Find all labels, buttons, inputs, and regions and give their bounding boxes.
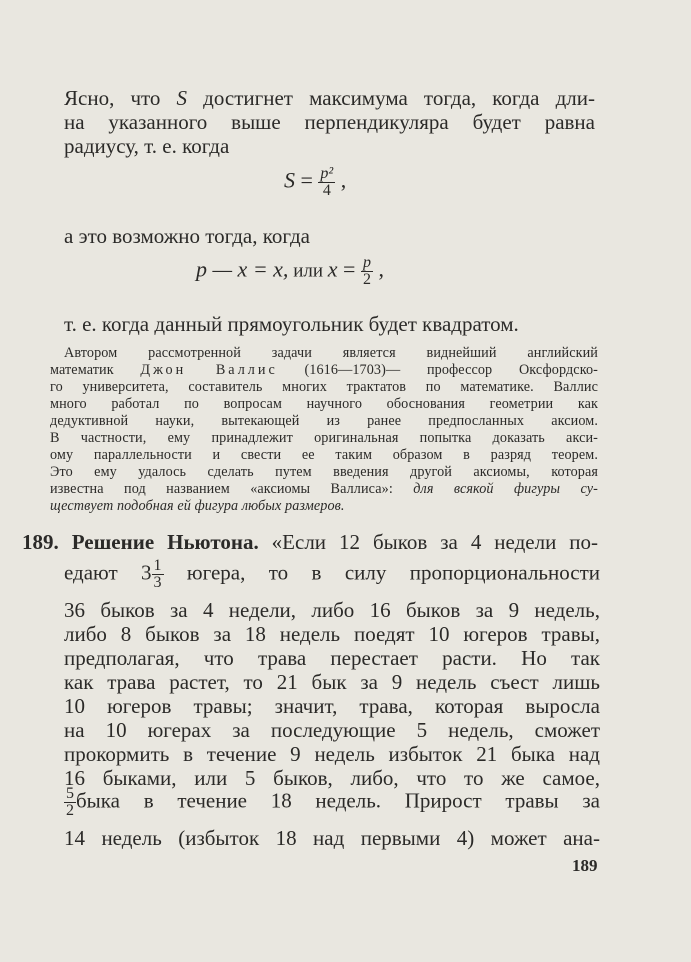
text-line: прокормить в течение 9 недель избыток 21 быка над bbox=[64, 742, 600, 766]
text-span: «Если 12 быков за 4 недели по- bbox=[258, 530, 598, 554]
fraction bbox=[64, 786, 76, 819]
text-line bbox=[64, 86, 595, 111]
problem-heading-line bbox=[22, 530, 598, 555]
note-line: ому параллельности и свести ее таким образом в разряд теорем. bbox=[50, 447, 598, 463]
text-line: 36 быков за 4 недели, либо 16 быков за 9 недель, bbox=[64, 598, 600, 622]
note-line: ществует подобная ей фигура любых размеров. bbox=[50, 498, 345, 514]
text-line: радиусу, т. е. когда bbox=[64, 134, 230, 158]
text-line bbox=[64, 558, 600, 591]
variable-s: S bbox=[176, 86, 188, 110]
fraction-numerator: p² bbox=[320, 165, 334, 182]
formula-tail: , bbox=[335, 167, 347, 193]
text-line bbox=[64, 786, 600, 819]
text-span: известна под названием «аксиомы Валлиса»: bbox=[50, 481, 414, 497]
formula-tail: , bbox=[372, 256, 384, 282]
fraction-denominator: 4 bbox=[322, 182, 331, 199]
text-line: т. е. когда данный прямоугольник будет квадратом. bbox=[64, 312, 519, 336]
fraction bbox=[318, 166, 335, 199]
page-number: 189 bbox=[572, 856, 598, 875]
text-span: математик bbox=[50, 362, 141, 378]
problem-title: Решение Ньютона. bbox=[58, 530, 259, 554]
fraction-numerator: p bbox=[362, 254, 371, 271]
note-line bbox=[50, 481, 598, 498]
note-line: В частности, ему принадлежит оригинальная попытка доказать акси- bbox=[50, 430, 598, 446]
text-span: быка в течение 18 недель. Прирост травы за bbox=[76, 788, 600, 813]
fraction-denominator: 2 bbox=[362, 271, 371, 288]
note-line: го университета, составитель многих трактатов по математике. Валлис bbox=[50, 379, 598, 395]
text-line: 14 недель (избыток 18 над первыми 4) может ана- bbox=[64, 826, 600, 850]
note-line: дедуктивной науки, вытекающей из ранее предпосланных аксиом. bbox=[50, 413, 598, 429]
text-span: едают 3 bbox=[64, 560, 152, 585]
problem-number: 189. bbox=[22, 530, 59, 554]
text-line: либо 8 быков за 18 недель поедят 10 югеров травы, bbox=[64, 622, 600, 646]
formula-lhs: S bbox=[284, 167, 295, 193]
text-line: 16 быками, или 5 быков, либо, что то же самое, bbox=[64, 766, 600, 790]
formula-or: или bbox=[288, 260, 328, 282]
text-line: на 10 югерах за последующие 5 недель, сможет bbox=[64, 718, 600, 742]
formula-s bbox=[284, 166, 346, 199]
text-line: а это возможно тогда, когда bbox=[64, 224, 310, 248]
formula-lhs: x bbox=[327, 256, 338, 282]
note-line: много работал по вопросам научного обоснования геометрии как bbox=[50, 396, 598, 412]
text-span: югера, то в силу пропорциональности bbox=[163, 560, 600, 585]
text-span: (1616—1703)— профессор Оксфордско- bbox=[277, 362, 598, 378]
fraction-numerator: 5 bbox=[66, 785, 74, 802]
note-line bbox=[50, 362, 598, 379]
person-name: Джон Валлис bbox=[140, 362, 278, 378]
formula-eq: = bbox=[337, 256, 361, 282]
fraction bbox=[152, 558, 164, 591]
italic-span: для всякой фигуры су- bbox=[413, 481, 598, 497]
text-line: как трава растет, то 21 бык за 9 недель съест лишь bbox=[64, 670, 600, 694]
formula-part: p — x = x, bbox=[196, 256, 289, 282]
formula-x bbox=[196, 255, 384, 288]
fraction-numerator: 1 bbox=[153, 557, 162, 574]
fraction bbox=[361, 255, 373, 288]
fraction-denominator: 3 bbox=[153, 574, 162, 591]
fraction-denominator: 2 bbox=[66, 802, 74, 819]
text-line: 10 югеров травы; значит, трава, которая выросла bbox=[64, 694, 600, 718]
text-span: достигнет максимума тогда, когда дли- bbox=[187, 86, 595, 110]
text-span: Ясно, что bbox=[64, 86, 177, 110]
note-line: Автором рассмотренной задачи является виднейший английский bbox=[64, 345, 598, 361]
formula-eq: = bbox=[295, 167, 319, 193]
note-line: Это ему удалось сделать путем введения другой аксиомы, которая bbox=[50, 464, 598, 480]
text-line: предполагая, что трава перестает расти. Но так bbox=[64, 646, 600, 670]
text-line: на указанного выше перпендикуляра будет равна bbox=[64, 110, 595, 134]
